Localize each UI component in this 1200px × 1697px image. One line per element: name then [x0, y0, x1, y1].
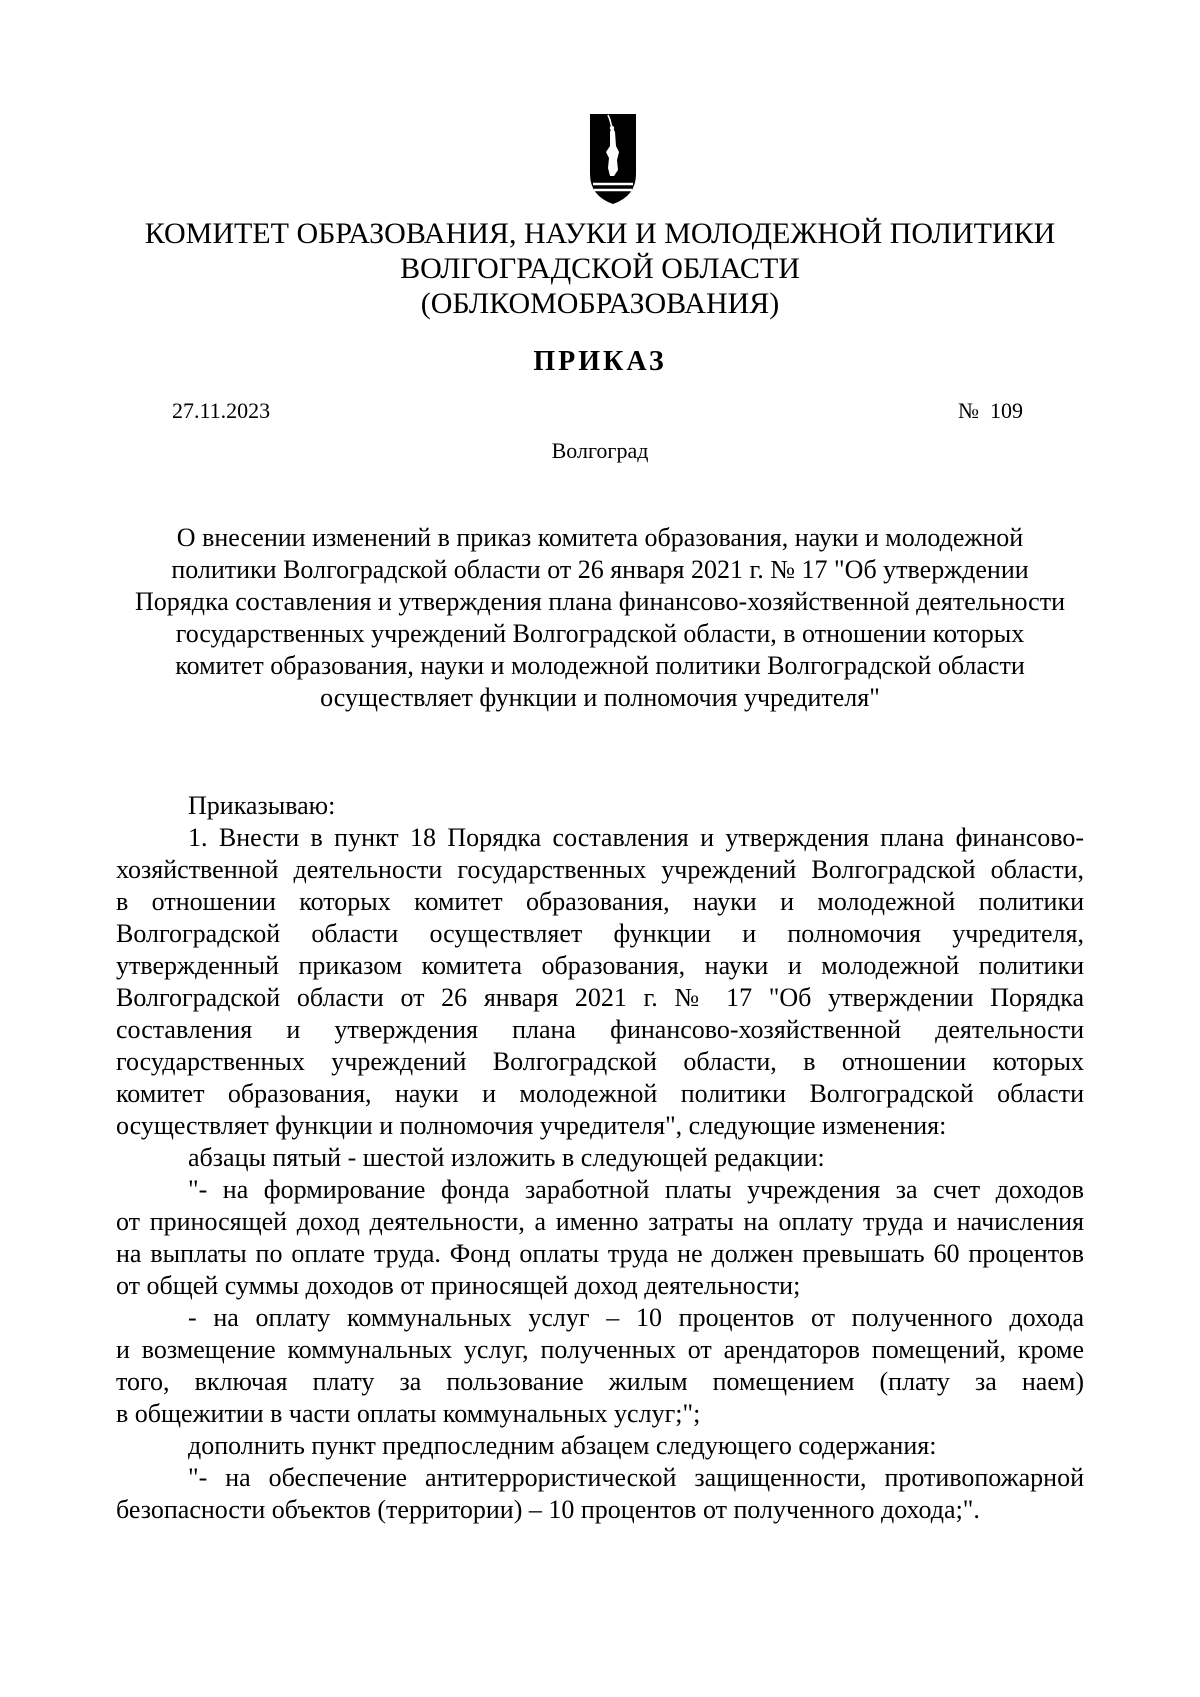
body-line: Приказываю:	[188, 791, 336, 820]
body-line: от приносящей доход деятельности, а именно затраты на оплату труда и начисления	[116, 1207, 1084, 1236]
body-line: "- на формирование фонда заработной платы учреждения за счет доходов	[188, 1175, 1084, 1204]
subject-line: государственных учреждений Волгоградской области, в отношении которых	[175, 619, 1025, 648]
document-type-title: ПРИКАЗ	[533, 346, 667, 377]
body-line: того, включая плату за пользование жилым помещением (плату за наем)	[116, 1367, 1084, 1396]
subject-line: осуществляет функции и полномочия учредителя"	[320, 683, 880, 712]
body-line: в общежитии в части оплаты коммунальных услуг;";	[116, 1399, 701, 1428]
body-line: хозяйственной деятельности государственных учреждений Волгоградской области,	[116, 855, 1084, 884]
organization-abbreviation: (ОБЛКОМОБРАЗОВАНИЯ)	[420, 287, 780, 320]
body-line: дополнить пункт предпоследним абзацем следующего содержания:	[188, 1431, 937, 1460]
body-line: и возмещение коммунальных услуг, полученных от арендаторов помещений, кроме	[116, 1335, 1084, 1364]
body-line: 1. Внести в пункт 18 Порядка составления и утверждения плана финансово-	[188, 823, 1084, 852]
body-line: комитет образования, науки и молодежной политики Волгоградской области	[116, 1079, 1084, 1108]
body-line: - на оплату коммунальных услуг – 10 процентов от полученного дохода	[188, 1303, 1084, 1332]
document-number: № 109	[958, 398, 1023, 423]
body-line: "- на обеспечение антитеррористической защищенности, противопожарной	[188, 1463, 1084, 1492]
body-line: абзацы пятый - шестой изложить в следующей редакции:	[188, 1143, 825, 1172]
organization-name-line-1: КОМИТЕТ ОБРАЗОВАНИЯ, НАУКИ И МОЛОДЕЖНОЙ ПОЛИТИКИ	[144, 217, 1056, 250]
body-line: осуществляет функции и полномочия учредителя", следующие изменения:	[116, 1111, 947, 1140]
body-line: утвержденный приказом комитета образования, науки и молодежной политики	[116, 951, 1084, 980]
document-date: 27.11.2023	[172, 398, 271, 423]
body-line: безопасности объектов (территории) – 10 процентов от полученного дохода;".	[116, 1495, 980, 1524]
organization-name-line-2: ВОЛГОГРАДСКОЙ ОБЛАСТИ	[400, 252, 800, 285]
body-line: от общей суммы доходов от приносящей доход деятельности;	[116, 1271, 801, 1300]
organization-header	[0, 216, 1200, 321]
subject-line: Порядка составления и утверждения плана финансово-хозяйственной деятельности	[135, 587, 1065, 616]
document-subject	[0, 522, 1200, 714]
body-line: Волгоградской области осуществляет функции и полномочия учредителя,	[116, 919, 1084, 948]
body-line: составления и утверждения плана финансово-хозяйственной деятельности	[116, 1015, 1084, 1044]
volgograd-coat-of-arms-icon	[588, 112, 638, 206]
body-line: на выплаты по оплате труда. Фонд оплаты труда не должен превышать 60 процентов	[116, 1239, 1084, 1268]
body-line: государственных учреждений Волгоградской области, в отношении которых	[116, 1047, 1084, 1076]
subject-line: комитет образования, науки и молодежной политики Волгоградской области	[175, 651, 1025, 680]
subject-line: политики Волгоградской области от 26 января 2021 г. № 17 "Об утверждении	[171, 555, 1029, 584]
document-city: Волгоград	[551, 438, 649, 463]
body-line: в отношении которых комитет образования, науки и молодежной политики	[116, 887, 1084, 916]
subject-line: О внесении изменений в приказ комитета образования, науки и молодежной	[176, 523, 1024, 552]
body-line: Волгоградской области от 26 января 2021 г. № 17 "Об утверждении Порядка	[116, 983, 1084, 1012]
document-body	[116, 790, 1084, 1526]
